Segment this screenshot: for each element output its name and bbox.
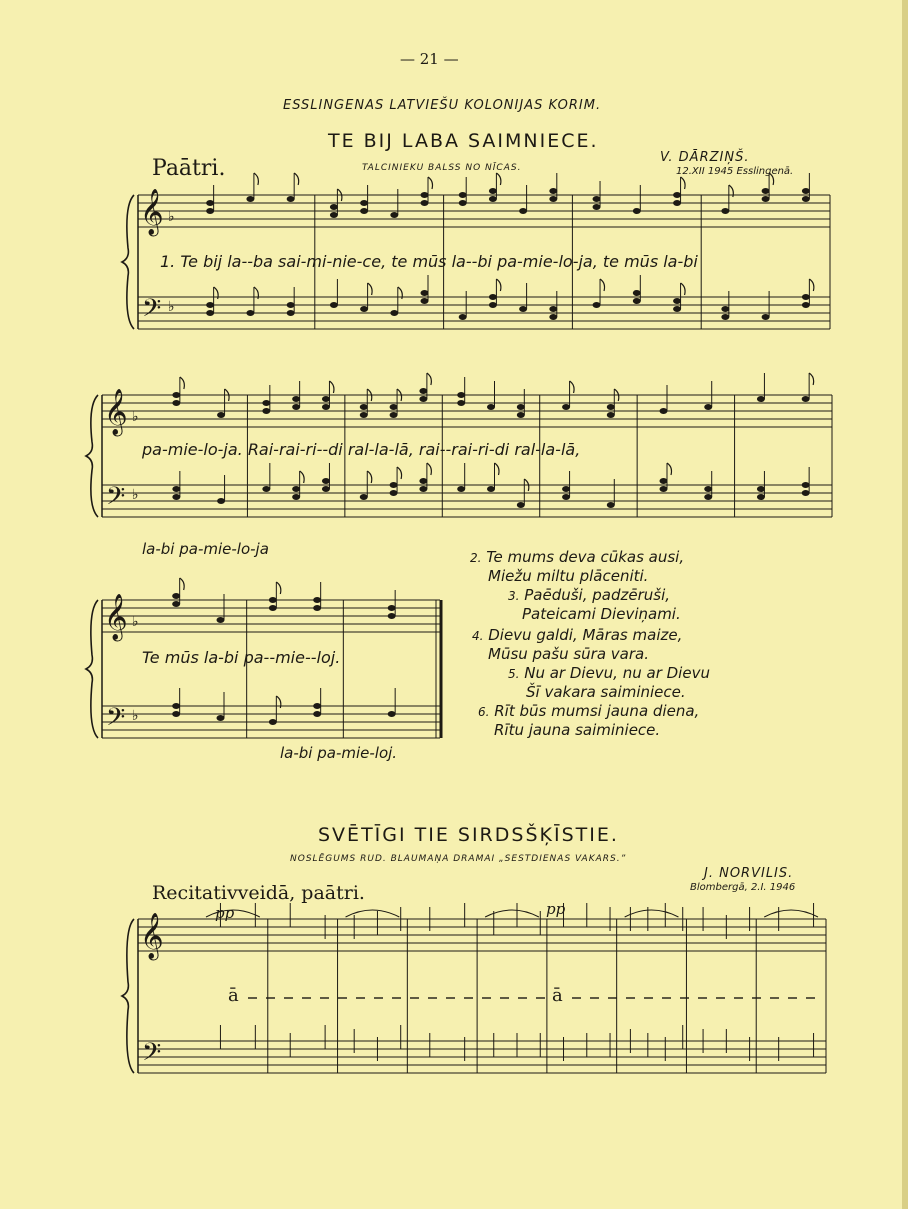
note-head [360, 208, 368, 214]
note-head [206, 200, 214, 206]
note-head [421, 298, 429, 304]
note-head [762, 196, 770, 202]
note-head [517, 502, 525, 508]
song2-subtitle: NOSLĒGUMS RUD. BLAUMAŅA DRAMAI „SESTDIENAS VAKARS.” [290, 854, 627, 864]
note-head [620, 928, 630, 935]
note-head [633, 298, 641, 304]
treble-clef-icon: 𝄞 [140, 913, 164, 959]
note-head [292, 494, 300, 500]
note-head [292, 404, 300, 410]
note-head [660, 486, 668, 492]
slur [346, 910, 400, 917]
treble-clef-icon: 𝄞 [104, 594, 128, 640]
bass-clef-icon: 𝄢 [106, 482, 126, 517]
note-flag [276, 582, 281, 594]
note-head [549, 196, 557, 202]
note-head [633, 208, 641, 214]
note-head [421, 290, 429, 296]
note-head [172, 400, 180, 406]
note-head [600, 928, 610, 935]
song2-place-date: Blombergā, 2.I. 1946 [690, 882, 796, 893]
note-flag [496, 173, 501, 185]
note-head [607, 412, 615, 418]
verse-line: Rītu jauna saiminiece. [494, 721, 661, 739]
bass-clef-icon: 𝄢 [106, 703, 126, 738]
note-head [172, 392, 180, 398]
note-flag [180, 578, 185, 590]
verse-number: 5. [508, 667, 520, 681]
slur [764, 910, 818, 917]
song1-system-3 [72, 590, 452, 750]
note-head [390, 310, 398, 316]
note-head [655, 1058, 665, 1065]
verse-6 [478, 702, 699, 739]
note-flag [667, 463, 672, 475]
verse-number: 6. [478, 705, 490, 719]
flat-icon: ♭ [132, 487, 139, 503]
note-head [313, 597, 321, 603]
note-head [217, 715, 225, 721]
note-flag [367, 471, 372, 483]
note-flag [809, 373, 814, 385]
song1-system3-lyric-upper: Te mūs la-bi pa--mie--loj. [142, 648, 341, 667]
note-head [802, 396, 810, 402]
verse-line: Šī vakara saiminiece. [526, 683, 686, 701]
note-head [704, 494, 712, 500]
note-head [549, 314, 557, 320]
note-head [487, 404, 495, 410]
note-head [660, 478, 668, 484]
note-head [802, 188, 810, 194]
note-head [172, 593, 180, 599]
note-flag [254, 173, 259, 185]
verse-line: Pateicami Dieviņami. [522, 605, 681, 623]
note-head [269, 719, 277, 725]
note-head [721, 306, 729, 312]
note-head [246, 310, 254, 316]
note-head [769, 1058, 779, 1065]
note-head [421, 192, 429, 198]
note-head [287, 302, 295, 308]
note-head [421, 200, 429, 206]
note-head [673, 192, 681, 198]
note-head [562, 486, 570, 492]
slur [625, 910, 679, 917]
note-flag [427, 463, 432, 475]
note-head [455, 1058, 465, 1065]
note-head [344, 936, 354, 943]
note-head [246, 196, 254, 202]
note-head [457, 400, 465, 406]
note-head [607, 404, 615, 410]
song2-vowel-2: ā [552, 985, 563, 1006]
note-head [388, 711, 396, 717]
note-head [322, 486, 330, 492]
note-head [330, 302, 338, 308]
note-head [269, 597, 277, 603]
note-head [607, 502, 615, 508]
note-head [802, 294, 810, 300]
note-head [217, 617, 225, 623]
note-head [593, 196, 601, 202]
note-head [660, 408, 668, 414]
note-head [360, 200, 368, 206]
song1-system2-lyric-upper: pa-mie-lo-ja. Rai-rai-ri--di ral-la-lā, rai--rai-ri-di ral-la-lā, [142, 440, 581, 459]
page-number: — 21 — [400, 50, 459, 68]
flat-icon: ♭ [168, 209, 175, 225]
brace [86, 395, 98, 517]
note-head [620, 1050, 630, 1057]
note-head [287, 196, 295, 202]
note-head [292, 396, 300, 402]
note-head [322, 404, 330, 410]
note-head [388, 605, 396, 611]
verse-line: Nu ar Dievu, nu ar Dievu [524, 664, 710, 682]
note-flag [681, 177, 686, 189]
note-head [633, 290, 641, 296]
note-head [390, 490, 398, 496]
note-head [459, 314, 467, 320]
verse-line: Te mums deva cūkas ausi, [486, 548, 685, 566]
note-flag [809, 279, 814, 291]
note-head [206, 310, 214, 316]
note-head [206, 302, 214, 308]
song1-system-2 [72, 385, 842, 545]
note-head [593, 204, 601, 210]
note-head [322, 396, 330, 402]
verse-4 [472, 626, 682, 663]
note-head [322, 478, 330, 484]
note-head [420, 928, 430, 935]
note-head [757, 494, 765, 500]
treble-clef-icon: 𝄞 [140, 189, 164, 235]
note-head [693, 1050, 703, 1057]
note-head [419, 396, 427, 402]
note-flag [570, 381, 575, 393]
song2-dynamic-2: pp [546, 900, 566, 918]
song1-system2-lyric-lower: la-bi pa-mie-lo-ja [142, 540, 269, 558]
note-head [489, 302, 497, 308]
flat-icon: ♭ [132, 708, 139, 724]
note-head [716, 936, 726, 943]
note-head [549, 188, 557, 194]
note-head [390, 482, 398, 488]
note-head [802, 196, 810, 202]
slur [206, 910, 260, 917]
verse-line: Dievu galdi, Māras maize, [488, 626, 683, 644]
note-head [549, 306, 557, 312]
flat-icon: ♭ [132, 409, 139, 425]
verse-number: 2. [470, 551, 482, 565]
note-head [315, 936, 325, 943]
song1-title: TE BIJ LABA SAIMNIECE. [328, 130, 599, 152]
note-flag [294, 173, 299, 185]
bass-clef-icon: 𝄢 [142, 294, 162, 329]
note-flag [681, 283, 686, 295]
song1-system1-lyric: 1. Te bij la--ba sai-mi-nie-ce, te mūs la--bi pa-mie-lo-ja, te mūs la-bi [160, 252, 698, 271]
brace [122, 919, 134, 1073]
verse-number: 3. [508, 589, 520, 603]
song1-tempo: Paātri. [152, 156, 226, 181]
verse-line: Paēduši, padzēruši, [524, 586, 671, 604]
note-head [459, 192, 467, 198]
note-head [721, 314, 729, 320]
note-head [673, 200, 681, 206]
note-head [172, 711, 180, 717]
note-flag [368, 283, 373, 295]
note-head [740, 928, 750, 935]
flat-icon: ♭ [168, 299, 175, 315]
note-head [172, 601, 180, 607]
note-head [262, 486, 270, 492]
note-head [217, 498, 225, 504]
note-head [457, 486, 465, 492]
note-head [262, 408, 270, 414]
note-head [172, 494, 180, 500]
verse-number: 4. [472, 629, 484, 643]
note-head [740, 1058, 750, 1065]
note-head [419, 486, 427, 492]
verse-2 [470, 548, 684, 585]
page-edge [902, 0, 908, 1209]
note-head [721, 208, 729, 214]
note-head [262, 400, 270, 406]
note-head [330, 212, 338, 218]
note-head [704, 404, 712, 410]
note-head [693, 928, 703, 935]
verse-line: Miežu miltu plāceniti. [488, 567, 649, 585]
note-flag [495, 463, 500, 475]
note-head [269, 605, 277, 611]
note-head [762, 188, 770, 194]
note-head [762, 314, 770, 320]
song2-composer: J. NORVILIS. [704, 866, 794, 881]
note-head [554, 1058, 564, 1065]
note-head [172, 486, 180, 492]
note-head [330, 204, 338, 210]
note-head [206, 208, 214, 214]
note-flag [600, 279, 605, 291]
verse-3 [508, 586, 681, 623]
note-head [388, 613, 396, 619]
flat-icon: ♭ [132, 614, 139, 630]
verse-line: Rīt būs mumsi jauna diena, [494, 702, 700, 720]
note-head [313, 703, 321, 709]
song2-tempo: Recitativveidā, paātri. [152, 882, 365, 904]
song1-composer: V. DĀRZIŅŠ. [660, 150, 750, 165]
note-flag [329, 381, 334, 393]
note-head [704, 486, 712, 492]
note-head [459, 200, 467, 206]
note-head [673, 298, 681, 304]
note-head [419, 478, 427, 484]
note-head [489, 188, 497, 194]
note-head [716, 1050, 726, 1057]
song2-title: SVĒTĪGI TIE SIRDSŠĶĪSTIE. [318, 824, 619, 846]
note-head [360, 494, 368, 500]
note-flag [427, 373, 432, 385]
note-head [217, 412, 225, 418]
note-flag [397, 467, 402, 479]
note-head [562, 404, 570, 410]
note-head [673, 306, 681, 312]
note-head [390, 404, 398, 410]
note-head [517, 404, 525, 410]
note-head [562, 494, 570, 500]
note-head [391, 928, 401, 935]
note-head [287, 310, 295, 316]
note-head [390, 212, 398, 218]
note-flag [300, 471, 305, 483]
note-head [757, 396, 765, 402]
note-head [489, 196, 497, 202]
note-head [390, 412, 398, 418]
note-head [360, 412, 368, 418]
treble-clef-icon: 𝄞 [104, 389, 128, 435]
note-head [802, 302, 810, 308]
note-flag [496, 279, 501, 291]
note-head [802, 490, 810, 496]
song2-lyric-extender-2 [572, 996, 812, 1000]
note-head [769, 928, 779, 935]
brace [86, 600, 98, 738]
slur [485, 910, 539, 917]
song2-lyric-extender-1 [248, 996, 538, 1000]
bass-clef-icon: 𝄢 [142, 1038, 162, 1073]
note-head [172, 703, 180, 709]
note-flag [180, 377, 185, 389]
song1-subtitle: TALCINIEKU BALSS NO NĪCAS. [362, 163, 522, 173]
note-head [367, 1058, 377, 1065]
song2-vowel-1: ā [228, 985, 239, 1006]
note-head [344, 1050, 354, 1057]
note-head [802, 482, 810, 488]
note-head [489, 294, 497, 300]
note-head [292, 486, 300, 492]
note-flag [428, 177, 433, 189]
note-head [519, 306, 527, 312]
song1-system3-lyric-lower: la-bi pa-mie-loj. [280, 744, 398, 762]
verse-5 [508, 664, 710, 701]
note-head [673, 928, 683, 935]
note-head [519, 208, 527, 214]
song2-dynamic-1: pp [215, 904, 235, 922]
song1-dedication: ESSLINGENAS LATVIEŠU KOLONIJAS KORIM. [283, 98, 602, 113]
note-head [313, 605, 321, 611]
note-head [487, 486, 495, 492]
brace [122, 195, 134, 329]
note-head [517, 412, 525, 418]
note-head [360, 404, 368, 410]
note-head [313, 711, 321, 717]
song1-place-date: 12.XII 1945 Esslingenā. [676, 166, 794, 177]
verse-line: Mūsu pašu sūra vara. [488, 645, 649, 663]
note-head [638, 928, 648, 935]
note-head [457, 392, 465, 398]
note-head [360, 306, 368, 312]
note-head [419, 388, 427, 394]
note-head [593, 302, 601, 308]
note-head [757, 486, 765, 492]
